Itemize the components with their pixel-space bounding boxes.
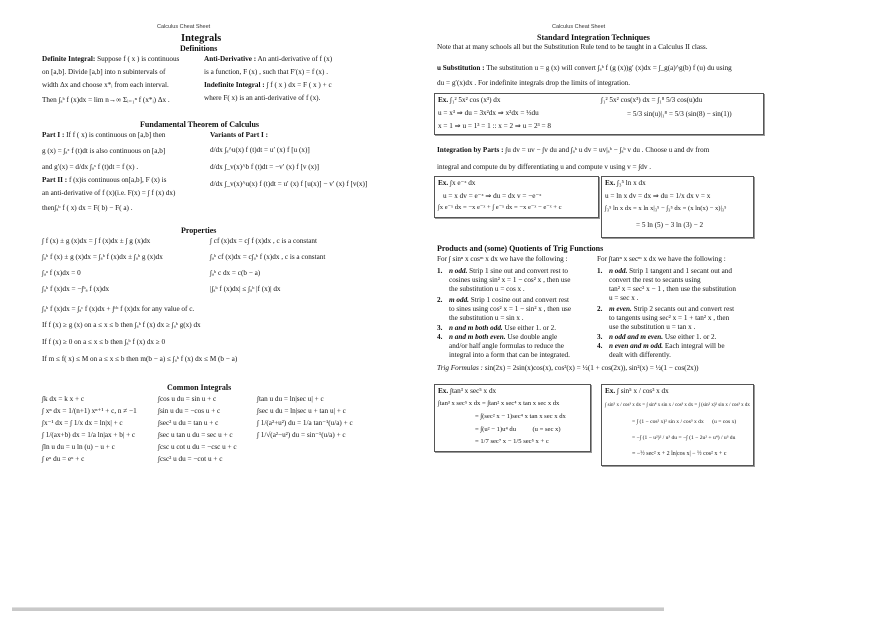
property-line: ∫ₐᵇ f (x)dx = ∫ₐᶜ f (x)dx + ∫ᶜᵇ f (x)dx for any value of c. xyxy=(42,305,195,313)
trig-item: 4. n even and m odd. Each integral will be xyxy=(597,342,725,350)
example-line: u = x³ ⇒ du = 3x²dx ⇒ x²dx = ⅓du xyxy=(438,109,539,117)
common-integral: ∫ 1/(ax+b) dx = 1/a ln|ax + b| + c xyxy=(42,431,136,439)
integrals-title: Integrals xyxy=(181,33,222,44)
trig-left-intro: For ∫ sinⁿ x cosᵐ x dx we have the following : xyxy=(437,255,568,263)
example-line: = 1/7 sec⁷ x − 1/5 sec⁵ x + c xyxy=(475,438,549,445)
variant-line: d/dx ∫ₐ^u(x) f (t)dt = u′ (x) f [u (x)] xyxy=(210,146,310,154)
u-sub-example-box xyxy=(434,93,764,135)
common-integral: ∫ 1/(a²+u²) du = 1/a tan⁻¹(u/a) + c xyxy=(257,419,353,427)
variant-line: d/dx ∫_v(x)^u(x) f (t)dt = u′ (x) f [u(x)] − v′ (x) f [v(x)] xyxy=(210,180,368,188)
property-line: If f (x) ≥ g (x) on a ≤ x ≤ b then ∫ₐᵇ f (x) dx ≥ ∫ₐᵇ g(x) dx xyxy=(42,321,201,329)
indefinite-integral-label: Indefinite Integral : xyxy=(204,81,265,89)
anti-derivative-label: Anti-Derivative : xyxy=(204,55,257,63)
common-integral: ∫tan u du = ln|sec u| + c xyxy=(257,395,324,403)
trig-right-list: 1. n odd. Strip 1 tangent and 1 secant out and convert the rest to secants using tan² x = sec² x − 1 , then use the substitution u = sec x . 2. m even. Strip 2 secants out and convert rest to tangents using sec² x = 1 + tan² x , then use the substitution u = tan x . 3. n odd and m even. Use either 1. or 2. 4. n even and m odd. Each integral will be dealt with differently. xyxy=(597,266,767,360)
example-label: Ex. xyxy=(438,387,449,395)
trig-item: 4. n and m both even. Use double angle xyxy=(437,333,558,341)
trig-heading: Products and (some) Quotients of Trig Functions xyxy=(437,244,604,253)
property-line: ∫ f (x) ± g (x)dx = ∫ f (x)dx ± ∫ g (x)dx xyxy=(42,237,151,245)
common-integral: ∫ eᵘ du = eᵘ + c xyxy=(42,455,85,463)
example-line: ∫₁² 5x² cos(x³) dx = ∫₁⁸ 5/3 cos(u)du xyxy=(601,96,703,104)
common-integral: ∫k dx = k x + c xyxy=(42,395,85,403)
definite-integral-block xyxy=(42,54,179,105)
part2-line: f (x)is continuous on[a,b], F (x) is xyxy=(68,176,167,184)
trig-item: 3. n odd and m even. Use either 1. or 2. xyxy=(597,333,717,341)
example-line: = 5/3 sin(u)|₁⁸ = 5/3 (sin(8) − sin(1)) xyxy=(627,110,732,118)
trig-formulas-label: Trig Formulas : xyxy=(437,364,483,372)
definite-integral-label: Definite Integral: xyxy=(42,55,96,63)
common-integrals-heading: Common Integrals xyxy=(167,383,232,392)
definite-line: on [a,b]. Divide [a,b] into n subintervals of xyxy=(42,68,166,76)
common-integral: ∫x⁻¹ dx = ∫ 1/x dx = ln|x| + c xyxy=(42,419,123,427)
example-line: = −∫ (1 − u²)² / u³ du = −∫ (1 − 2u² + u⁴) / u³ du xyxy=(632,435,736,441)
property-line: ∫ₐᵇ f (x) ± g (x)dx = ∫ₐᵇ f (x)dx ± ∫ₐᵇ g (x)dx xyxy=(42,253,163,261)
property-line: ∫ₐᵇ f (x)dx = −∫ᵇₐ f (x)dx xyxy=(42,285,110,293)
example-line: ∫ sin⁵ x / cos³ x dx = ∫ sin⁴ x sin x / cos³ x dx = ∫ (sin² x)² sin x / cos³ x dx xyxy=(605,403,750,408)
ftc-heading: Fundamental Theorem of Calculus xyxy=(140,120,260,129)
trig-item: 1. n odd. Strip 1 sine out and convert rest to xyxy=(437,267,568,275)
u-sub-line: du = g′(x)dx . For indefinite integrals drop the limits of integration. xyxy=(437,79,631,87)
parts-example-1-box xyxy=(434,176,599,218)
variant-line: d/dx ∫_v(x)^b f (t)dt = −v′ (x) f [v (x)] xyxy=(210,163,320,171)
trig-formulas-text: sin(2x) = 2sin(x)cos(x), cos²(x) = ½(1 + cos(2x)), sin²(x) = ½(1 − cos(2x)) xyxy=(484,364,699,372)
trig-left-list: 1. n odd. Strip 1 sine out and convert rest to cosines using sin² x = 1 − cos² x , then use the substitution u = cos x . 2. m odd. Strip 1 cosine out and convert rest to sines using cos² x = 1 − sin² x , then use the substitution u = sin x . 3. n and m both odd. Use either 1. or 2. 4. n and m both even. Use double angle and/or half angle formulas to reduce the integral into a form that can be integrated. xyxy=(437,266,597,360)
part1-line: g (x) = ∫ₐˣ f (t)dt is also continuous on [a,b] xyxy=(42,147,166,155)
example-line: ∫₃⁵ ln x dx xyxy=(616,179,646,187)
example-line: = −½ sec² x + 2 ln|cos x| − ½ cos² x + c xyxy=(632,451,727,457)
techniques-title: Standard Integration Techniques xyxy=(537,33,650,42)
properties-left xyxy=(42,236,163,294)
property-line: |∫ₐᵇ f (x)dx| ≤ ∫ₐᵇ |f (x)| dx xyxy=(210,285,281,293)
trig-formulas xyxy=(437,363,699,373)
example-line: x = 1 ⇒ u = 1³ = 1 :: x = 2 ⇒ u = 2³ = 8 xyxy=(438,122,551,130)
definite-line: Suppose f ( x ) is continuous xyxy=(97,55,180,63)
anti-derivative-block xyxy=(204,54,332,103)
example-line: u = x dv = e⁻ˣ ⇒ du = dx v = −e⁻ˣ xyxy=(443,192,542,200)
trig-item: 1. n odd. Strip 1 tangent and 1 secant out and xyxy=(597,267,732,275)
part1-label: Part I : xyxy=(42,131,65,139)
common-integral: ∫ln u du = u ln (u) − u + c xyxy=(42,443,115,451)
properties-right xyxy=(210,236,325,294)
property-line: ∫ₐᵇ c dx = c(b − a) xyxy=(210,269,261,277)
anti-line: is a function, F (x) , such that F′(x) = f (x) . xyxy=(204,68,328,76)
left-sheet-title: Calculus Cheat Sheet xyxy=(157,24,211,30)
common-integral: ∫sec² u du = tan u + c xyxy=(158,419,219,427)
property-line: If f (x) ≥ 0 on a ≤ x ≤ b then ∫ₐᵇ f (x) dx ≥ 0 xyxy=(42,338,166,346)
properties-full xyxy=(42,304,237,364)
example-line: ∫₁² 5x² cos (x³) dx xyxy=(449,96,501,104)
example-line: = ∫ (1 − cos² x)² sin x / cos³ x dx (u = cos x) xyxy=(632,419,737,425)
example-line: = ∫(u² − 1)u⁴ du (u = sec x) xyxy=(475,426,561,433)
part1-line: and g′(x) = d/dx ∫ₐˣ f (t)dt = f (x) . xyxy=(42,163,139,171)
trig-item: 3. n and m both odd. Use either 1. or 2. xyxy=(437,324,557,332)
horizontal-scrollbar[interactable] xyxy=(12,607,664,611)
part2-line: then∫ₐᵇ f ( x) dx = F( b) − F( a) . xyxy=(42,204,133,212)
integration-by-parts xyxy=(437,145,709,172)
common-integral: ∫ 1/√(a²−u²) du = sin⁻¹(u/a) + c xyxy=(257,431,346,439)
property-line: ∫ cf (x)dx = c∫ f (x)dx , c is a constant xyxy=(210,237,317,245)
definitions-heading: Definitions xyxy=(180,44,218,53)
common-integral: ∫sec u du = ln|sec u + tan u| + c xyxy=(257,407,346,415)
example-label: Ex. xyxy=(605,179,616,187)
example-label: Ex. xyxy=(438,179,449,187)
example-line: ∫tan³ x sec⁵ x dx xyxy=(449,387,497,395)
example-line: ∫x e⁻ˣ dx xyxy=(449,179,476,187)
parts-example-2-box xyxy=(601,176,754,238)
definite-line: width Δx and choose x*ᵢ from each interval. xyxy=(42,81,169,89)
property-line: ∫ₐᵇ cf (x)dx = c∫ₐᵇ f (x)dx , c is a constant xyxy=(210,253,326,261)
trig-example-2-box xyxy=(601,384,754,466)
u-sub-label: u Substitution : xyxy=(437,64,485,72)
property-line: If m ≤ f( x) ≤ M on a ≤ x ≤ b then m(b − a) ≤ ∫ₐᵇ f (x) dx ≤ M (b − a) xyxy=(42,355,238,363)
part1-line: If f ( x) is continuous on [a,b] then xyxy=(66,131,166,139)
trig-right-intro: For ∫tanⁿ x secᵐ x dx we have the following : xyxy=(597,255,726,263)
parts-line: ∫u dv = uv − ∫v du and ∫ₐᵇ u dv = uv|ₐᵇ − ∫ₐᵇ v du . Choose u and dv from xyxy=(505,146,710,154)
example-line: ∫tan³ x sec⁵ x dx = ∫tan² x sec⁴ x tan x sec x dx xyxy=(438,400,560,407)
common-col3 xyxy=(257,394,353,440)
variants-label: Variants of Part I : xyxy=(210,131,269,139)
part2-line: an anti-derivative of f (x)(i.e. F(x) = ∫ f (x) dx) xyxy=(42,189,176,197)
example-label: Ex. xyxy=(605,387,616,395)
example-line: ∫x e⁻ˣ dx = −x e⁻ˣ + ∫ e⁻ˣ dx = −x e⁻ˣ − e⁻ˣ + c xyxy=(438,204,562,211)
common-integral: ∫cos u du = sin u + c xyxy=(158,395,217,403)
common-integral: ∫csc u cot u du = −csc u + c xyxy=(158,443,237,451)
example-line: = ∫(sec² x − 1)sec⁴ x tan x sec x dx xyxy=(475,413,566,420)
trig-item: 2. m even. Strip 2 secants out and convert rest xyxy=(597,305,735,313)
indefinite-formula: ∫ f ( x ) dx = F ( x ) + c xyxy=(266,81,332,89)
parts-line: integral and compute du by differentiating u and compute v using v = ∫dv . xyxy=(437,163,652,171)
common-integral: ∫sec u tan u du = sec u + c xyxy=(158,431,233,439)
ftc-variants xyxy=(210,130,367,189)
common-integral: ∫ xⁿ dx = 1/(n+1) xⁿ⁺¹ + c, n ≠ −1 xyxy=(42,407,137,415)
common-col2 xyxy=(158,394,237,464)
anti-line: An anti-derivative of f (x) xyxy=(257,55,333,63)
properties-heading: Properties xyxy=(181,226,217,235)
parts-label: Integration by Parts : xyxy=(437,146,504,154)
u-substitution xyxy=(437,63,732,88)
common-col1 xyxy=(42,394,137,464)
example-label: Ex. xyxy=(438,96,449,104)
techniques-note: Note that at many schools all but the Substitution Rule tend to be taught in a Calculus II class. xyxy=(437,43,708,51)
common-integral: ∫csc² u du = −cot u + c xyxy=(158,455,223,463)
ftc-part1 xyxy=(42,130,175,213)
example-line: = 5 ln (5) − 3 ln (3) − 2 xyxy=(636,221,704,229)
indefinite-where: where F( x) is an anti-derivative of f (x). xyxy=(204,94,321,102)
example-line: u = ln x dv = dx ⇒ du = 1/x dx v = x xyxy=(605,192,711,200)
trig-item: 2. m odd. Strip 1 cosine out and convert rest xyxy=(437,296,569,304)
common-integral: ∫sin u du = −cos u + c xyxy=(158,407,221,415)
part2-label: Part II : xyxy=(42,176,68,184)
u-sub-line: The substitution u = g (x) will convert ∫ₐᵇ f (g (x))g′ (x)dx = ∫_g(a)^g(b) f (u) du using xyxy=(486,64,732,72)
example-line: ∫₃⁵ ln x dx = x ln x|₃⁵ − ∫₃⁵ dx = (x ln(x) − x)|₃⁵ xyxy=(605,205,727,212)
property-line: ∫ₐᵃ f (x)dx = 0 xyxy=(42,269,81,277)
trig-example-1-box xyxy=(434,384,591,452)
example-line: ∫ sin⁵ x / cos³ x dx xyxy=(616,387,669,395)
definite-line: Then ∫ₐᵇ f (x)dx = lim n→∞ Σᵢ₌₁ⁿ f (x*ᵢ) Δx . xyxy=(42,96,170,104)
right-sheet-title: Calculus Cheat Sheet xyxy=(552,24,606,30)
